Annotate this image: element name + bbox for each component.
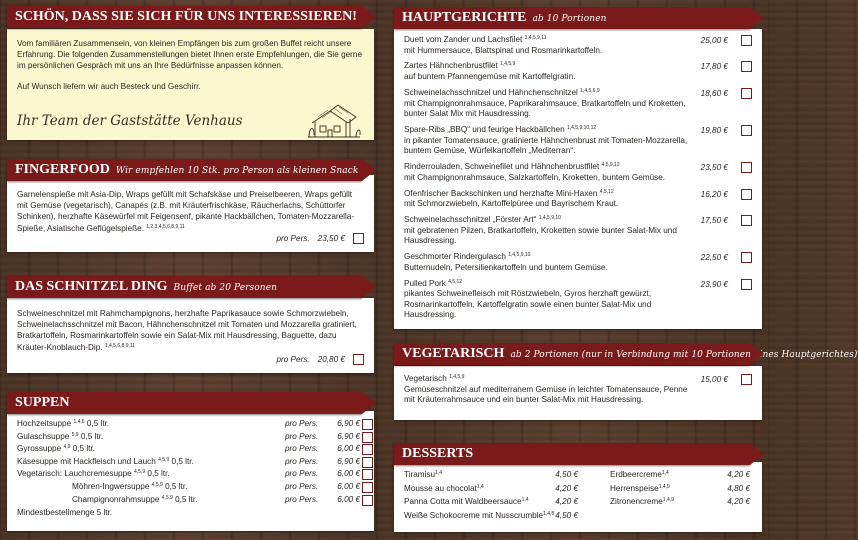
soup-label: Champignonrahmsuppe xyxy=(72,494,160,504)
dish-allergens: 4,5,12 xyxy=(599,188,614,195)
soup-name xyxy=(17,418,109,431)
fingerfood-price: 23,50 € xyxy=(317,234,345,243)
dish-name xyxy=(404,35,690,46)
vegetarisch-title: VEGETARISCH xyxy=(402,346,505,361)
suppen-list xyxy=(17,418,364,506)
signature: Ihr Team der Gaststätte Venhaus xyxy=(17,113,243,129)
soup-price: 6,90 € xyxy=(337,431,360,441)
checkbox-icon[interactable] xyxy=(362,432,373,443)
dessert-label: Mousse au chocolat xyxy=(404,483,477,493)
dessert-name xyxy=(404,509,554,523)
soup-size: 0,5 ltr. xyxy=(86,419,110,428)
dish-price: 19,80 € xyxy=(700,126,728,136)
soup-label: Gyrossuppe xyxy=(17,444,62,454)
soup-allergens: 4,5,9 xyxy=(161,494,173,501)
dish-allergens: 1,4,5,9,10,12 xyxy=(566,125,597,132)
vegetarisch-panel xyxy=(394,366,762,420)
soup-per-person: pro Pers. xyxy=(285,494,319,504)
dessert-price: 4,80 € xyxy=(727,483,750,493)
checkbox-icon[interactable] xyxy=(741,279,752,290)
fingerfood-price-row xyxy=(276,233,364,244)
dish-description: mit Hummersauce, Blattspinat und Rosmarinkartoffeln. xyxy=(404,45,603,55)
checkbox-icon[interactable] xyxy=(741,215,752,226)
schnitzel-price-row xyxy=(276,354,364,365)
soup-name xyxy=(17,494,197,507)
dessert-price: 4,20 € xyxy=(555,483,578,493)
dish-price: 22,50 € xyxy=(700,253,728,263)
intro-title-banner xyxy=(7,6,362,28)
dish-description: pikantes Schweinefleisch mit Röstzwiebeln, Gyros herzhaft gewürzt, Rosmarinkartoffeln, Kartoffelgratin sowie einen bunter Salat-Mix und Hausdressing. xyxy=(404,289,652,320)
dessert-label: Panna Cotta mit Waldbeersauce xyxy=(404,497,522,507)
soup-allergens: 4,5,9 xyxy=(158,456,170,463)
list-item xyxy=(404,509,752,523)
soup-allergens: 5,9 xyxy=(71,431,79,438)
dish-name xyxy=(404,252,690,263)
dessert-label: Zitronencreme xyxy=(610,497,663,507)
hauptgerichte-title: HAUPTGERICHTE xyxy=(402,10,527,25)
checkbox-icon[interactable] xyxy=(353,233,364,244)
checkbox-icon[interactable] xyxy=(362,482,373,493)
soup-label: Vegetarisch: Lauchcremesuppe xyxy=(17,469,132,479)
list-item xyxy=(404,125,752,157)
fingerfood-panel xyxy=(7,175,374,252)
soup-per-person: pro Pers. xyxy=(285,419,319,428)
dish-name xyxy=(404,125,690,136)
schnitzel-panel xyxy=(7,298,374,373)
dish-name xyxy=(404,88,690,99)
checkbox-icon[interactable] xyxy=(362,469,373,480)
dessert-price: 4,20 € xyxy=(555,497,578,507)
checkbox-icon[interactable] xyxy=(741,374,752,385)
fingerfood-per-person: pro Pers. xyxy=(276,234,310,243)
fingerfood-title: FINGERFOOD xyxy=(15,162,110,177)
checkbox-icon[interactable] xyxy=(362,419,373,430)
dessert-label: Tiramisu xyxy=(404,470,436,479)
dish-price: 23,50 € xyxy=(700,163,728,173)
soup-price: 6,00 € xyxy=(337,481,360,491)
dessert-name xyxy=(610,495,674,509)
list-item xyxy=(404,189,752,210)
list-item xyxy=(404,374,752,406)
list-item xyxy=(17,468,364,481)
dish-allergens: 1,4,5,6,9 xyxy=(580,87,600,94)
list-item xyxy=(404,468,752,482)
dish-price: 18,60 € xyxy=(700,88,728,98)
vegetarisch-subtitle: ab 2 Portionen (nur in Verbindung mit 10 Portionen eines Hauptgerichtes) xyxy=(510,350,858,360)
soup-price: 6,00 € xyxy=(337,494,360,504)
soup-size: 0,5 ltr. xyxy=(147,469,170,479)
soup-allergens: 1,4,6 xyxy=(73,419,85,425)
dish-allergens: 1,4,5,9,10 xyxy=(538,215,561,222)
soup-name xyxy=(17,481,187,494)
soup-per-person: pro Pers. xyxy=(285,481,319,491)
soup-label: Gulaschsuppe xyxy=(17,431,70,441)
dish-price: 16,20 € xyxy=(700,189,728,199)
dish-allergens: 3,4,5,9,11 xyxy=(524,35,547,41)
soup-name xyxy=(17,443,95,456)
list-item xyxy=(17,418,364,431)
dish-label: Schweinelachsschnitzel „Förster Art“ xyxy=(404,215,537,225)
dish-label: Spare-Ribs „BBQ“ und feurige Hackbällchen xyxy=(404,125,565,135)
vegetarisch-name: Vegetarisch $^{1,4,5,9}$ xyxy=(404,374,465,383)
dessert-label: Weiße Schokocreme mit Nusscrumble xyxy=(404,510,544,520)
soup-name xyxy=(17,456,194,469)
checkbox-icon[interactable] xyxy=(362,457,373,468)
list-item xyxy=(404,61,752,82)
dish-label: Rinderrouladen, Schweinefilet und Hähnchenbrustfilet xyxy=(404,162,600,172)
list-item xyxy=(404,35,752,56)
dish-name xyxy=(404,162,690,173)
suppen-min-order-note: Mindestbestellmenge 5 ltr. xyxy=(17,508,113,518)
dish-price: 17,80 € xyxy=(700,62,728,72)
dish-name xyxy=(404,189,690,200)
list-item xyxy=(404,162,752,183)
soup-price: 6,00 € xyxy=(337,444,360,454)
soup-size: 0,5 ltr. xyxy=(175,494,198,504)
fingerfood-title-banner xyxy=(7,159,362,181)
dish-name xyxy=(404,279,690,290)
checkbox-icon[interactable] xyxy=(741,189,752,200)
dish-allergens: 4,5,12 xyxy=(448,278,463,285)
checkbox-icon[interactable] xyxy=(362,444,373,455)
dish-name xyxy=(404,215,690,226)
list-item xyxy=(17,481,364,494)
dessert-allergens: 1,4 xyxy=(476,483,484,490)
intro-paragraph: Vom familiären Zusammensein, von kleinen Empfängen bis zum großen Buffet reicht unsere Erfahrung. Die folgenden Zusammenstellungen bietet Ihnen erste Empfehlungen, die Sie gerne im persönlichen Gespräch mit uns an Ihre Bedürfnisse anpassen können. xyxy=(17,39,363,71)
soup-size: 0,5 ltr. xyxy=(80,431,104,441)
schnitzel-description: Schweineschnitzel mit Rahmchampignons, herzhafte Paprikasauce sowie Schmorzwiebeln, Schweinelachsschnitzel mit Bacon, Hähnchenschnitzel mit Tomaten und Mozzarella gratiniert, Bratkartoffeln, Rosmarinkartoffeln sowie ein Salat-Mix mit Hausdressing, Baguette, dazu Kräuter-Knoblauch-Dip. $^{1,4,5,6,8,9,11}$ xyxy=(17,309,357,352)
list-item xyxy=(404,88,752,120)
fingerfood-description: Garnelenspieße mit Asia-Dip, Wraps gefüllt mit Schafskäse und Preiselbeeren, Wraps gefüllt mit Gemüse (vegetarisch), Canapés (z.B. mit Kräuterfrischkäse, Räucherlachs, Schüttorfer Schinken), herzhafte Käsewürfel mit Feigensenf, pikante Hackbällchen, Tomaten-Mozzarella-Spieße, Asiatische Geflügelspieße. $^{1,2,3,4,5,6,8,9,11}$ xyxy=(17,190,355,233)
dish-price: 17,50 € xyxy=(700,216,728,226)
vegetarisch-description: Gemüseschnitzel auf mediterranem Gemüse in leichter Tomatensauce, Penne mit Kräuterrahmsauce und ein bunter Salat-Mix mit Hausdressing. xyxy=(404,384,688,405)
checkbox-icon[interactable] xyxy=(741,125,752,136)
soup-name xyxy=(17,431,103,444)
vegetarisch-price: 15,00 € xyxy=(700,375,728,384)
dish-label: Duett vom Zander und Lachsfilet xyxy=(404,35,523,44)
soup-label: Käsesuppe mit Hackfleisch und Lauch xyxy=(17,456,156,466)
schnitzel-subtitle: Buffet ab 20 Personen xyxy=(173,283,278,293)
suppen-panel xyxy=(7,411,374,531)
dessert-allergens: 1,4,8 xyxy=(543,510,555,517)
checkbox-icon[interactable] xyxy=(741,162,752,173)
dessert-name xyxy=(610,482,670,496)
checkbox-icon[interactable] xyxy=(741,61,752,72)
schnitzel-title-banner xyxy=(7,276,362,298)
dish-label: Geschmorter Rindergulasch xyxy=(404,252,506,262)
soup-per-person: pro Pers. xyxy=(285,456,319,466)
dessert-label: Herrenspeise xyxy=(610,483,659,493)
checkbox-icon[interactable] xyxy=(741,88,752,99)
intro-title: SCHÖN, DASS SIE SICH FÜR UNS INTERESSIEREN! xyxy=(15,9,357,24)
soup-per-person: pro Pers. xyxy=(285,444,319,454)
hauptgerichte-title-banner xyxy=(394,7,750,29)
list-item xyxy=(17,456,364,469)
soup-per-person: pro Pers. xyxy=(285,431,319,441)
dessert-price: 4,20 € xyxy=(727,470,750,479)
soup-size: 0,5 ltr. xyxy=(165,481,188,491)
dessert-label: Erdbeercreme xyxy=(610,470,662,479)
dessert-allergens: 1,4 xyxy=(661,470,669,476)
soup-size: 0,5 ltr. xyxy=(72,444,95,454)
dessert-price: 4,50 € xyxy=(555,470,578,479)
checkbox-icon[interactable] xyxy=(741,252,752,263)
dish-description: mit Schmorzwiebeln, Kartoffelpüree und Bayrischem Kraut. xyxy=(404,199,619,209)
suppen-title: SUPPEN xyxy=(15,395,70,410)
dish-allergens: 4,5,9,12 xyxy=(601,162,620,169)
fingerfood-subtitle: Wir empfehlen 10 Stk. pro Person als kleinen Snack xyxy=(115,166,359,176)
hauptgerichte-list xyxy=(404,35,752,321)
dish-description: mit gebratenen Pilzen, Bratkartoffeln, Kroketten sowie bunter Salat-Mix und Hausdressing. xyxy=(404,225,677,246)
soup-price: 6,90 € xyxy=(337,456,360,466)
schnitzel-price: 20,80 € xyxy=(317,355,345,364)
checkbox-icon[interactable] xyxy=(741,35,752,46)
dessert-allergens: 1,4,9 xyxy=(662,497,674,504)
list-item xyxy=(17,494,364,507)
dish-price: 23,90 € xyxy=(700,279,728,289)
vegetarisch-title-banner xyxy=(394,343,858,365)
house-illustration-icon xyxy=(306,101,362,141)
list-item xyxy=(404,482,752,496)
dish-label: Ofenfrischer Backschinken und herzhafte Mini-Haxen xyxy=(404,188,598,198)
schnitzel-per-person: pro Pers. xyxy=(276,355,310,364)
dessert-allergens: 1,4 xyxy=(521,497,529,504)
dessert-price: 4,50 € xyxy=(555,510,578,520)
list-item xyxy=(404,279,752,321)
soup-price: 6,90 € xyxy=(337,419,360,428)
dish-price: 25,00 € xyxy=(700,36,728,45)
checkbox-icon[interactable] xyxy=(353,354,364,365)
hauptgerichte-panel xyxy=(394,29,762,329)
intro-panel xyxy=(7,29,374,140)
schnitzel-title: DAS SCHNITZEL DING xyxy=(15,279,168,294)
soup-price: 6,00 € xyxy=(337,469,360,479)
dish-description: mit Champignonrahmsauce, Salzkartoffeln, Kroketten, buntem Gemüse. xyxy=(404,172,666,182)
soup-allergens: 4,5,9 xyxy=(133,469,146,476)
dish-label: Zartes Hähnchenbrustfilet xyxy=(404,61,498,71)
dish-label: Schweinelachsschnitzel und Hähnchenschnitzel xyxy=(404,87,578,97)
dish-description: auf buntem Pfannengemüse mit Kartoffelgratin. xyxy=(404,72,576,82)
list-item xyxy=(17,443,364,456)
desserts-panel xyxy=(394,462,762,532)
soup-per-person: pro Pers. xyxy=(285,469,319,479)
soup-size: 0,5 ltr. xyxy=(171,456,194,466)
dish-name xyxy=(404,61,690,72)
dessert-allergens: 1,4 xyxy=(435,470,443,476)
dessert-price: 4,20 € xyxy=(727,497,750,507)
desserts-title-banner xyxy=(394,443,750,465)
dish-description: in pikanter Tomatensauce, gratinierte Hähnchenbrust mit Tomaten-Mozzarella, buntem Gemüse, Würfelkartoffeln „Mediterran“. xyxy=(404,135,688,156)
soup-label: Hochzeitsuppe xyxy=(17,419,72,428)
suppen-title-banner xyxy=(7,392,362,414)
list-item xyxy=(17,431,364,444)
soup-allergens: 4,5,9 xyxy=(151,481,163,488)
dish-description: Butternudeln, Petersilienkartoffeln und buntem Gemüse. xyxy=(404,262,608,272)
intro-delivery-note: Auf Wunsch liefern wir auch Besteck und Geschirr. xyxy=(17,81,201,91)
list-item xyxy=(404,495,752,509)
list-item xyxy=(404,252,752,273)
dessert-allergens: 1,4,9 xyxy=(658,483,670,490)
soup-name xyxy=(17,468,170,481)
soup-allergens: 4,9 xyxy=(63,444,71,451)
dessert-name xyxy=(610,468,669,482)
hauptgerichte-subtitle: ab 10 Portionen xyxy=(532,14,607,24)
desserts-title: DESSERTS xyxy=(402,446,474,461)
dish-allergens: 1,4,5,9 xyxy=(500,61,516,68)
dish-allergens: 1,4,5,9,10 xyxy=(508,252,531,259)
list-item xyxy=(404,215,752,247)
soup-label: Möhren-Ingwersuppe xyxy=(72,481,150,491)
dish-description: mit Champignonrahmsauce, Paprikarahmsauce, Bratkartoffeln und Kroketten, bunter Salat Mix mit Hausdressing. xyxy=(404,98,686,119)
dish-label: Pulled Pork xyxy=(404,278,446,288)
checkbox-icon[interactable] xyxy=(362,495,373,506)
